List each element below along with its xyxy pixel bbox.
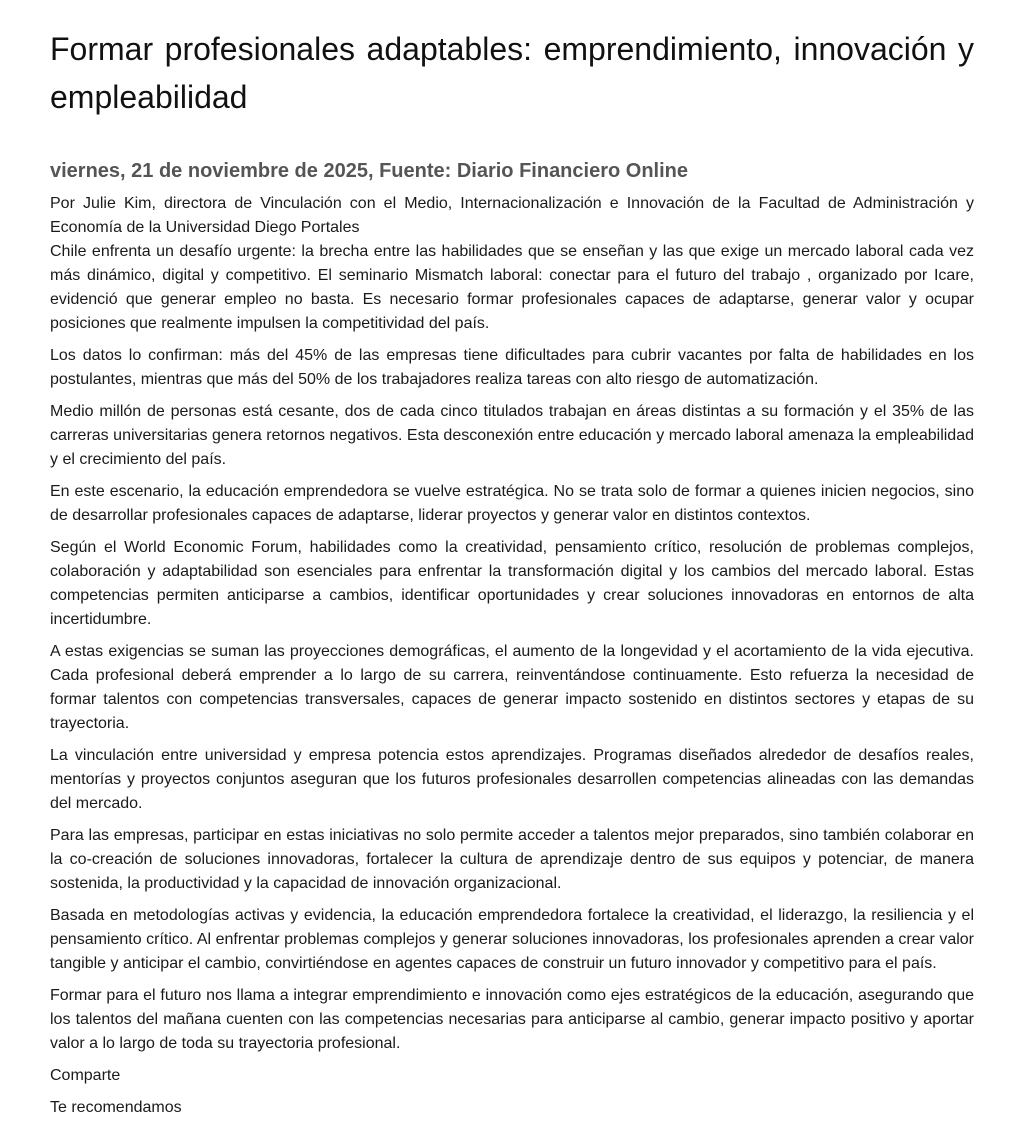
share-link[interactable]: Comparte — [50, 1067, 121, 1084]
article-paragraph: La vinculación entre universidad y empresa potencia estos aprendizajes. Programas diseñados alrededor de desafíos reales, mentorías y proyectos conjuntos aseguran que los futuros profesionales desarrollen competencias alineadas con las demandas del mercado. — [50, 747, 974, 812]
article-title: Formar profesionales adaptables: emprendimiento, innovación y empleabilidad — [50, 31, 974, 115]
article-paragraph: A estas exigencias se suman las proyecciones demográficas, el aumento de la longevidad y el acortamiento de la vida ejecutiva. Cada profesional deberá emprender a lo largo de su carrera, reinventándose continuamente. Esto refuerza la necesidad de formar talentos con competencias transversales, capaces de generar impacto sostenido en distintos sectores y etapas de su trayectoria. — [50, 643, 974, 732]
article-byline: Por Julie Kim, directora de Vinculación con el Medio, Internacionalización e Innovación de la Facultad de Administración y Economía de la Universidad Diego Portales — [50, 195, 974, 236]
article-paragraph: Los datos lo confirman: más del 45% de las empresas tiene dificultades para cubrir vacantes por falta de habilidades en los postulantes, mientras que más del 50% de los trabajadores realiza tareas con alto riesgo de automatización. — [50, 347, 974, 388]
recommended-heading: Te recomendamos — [50, 1099, 182, 1116]
article-paragraph: Basada en metodologías activas y evidencia, la educación emprendedora fortalece la creatividad, el liderazgo, la resiliencia y el pensamiento crítico. Al enfrentar problemas complejos y generar soluciones innovadoras, los profesionales aprenden a crear valor tangible y anticipar el cambio, convirtiéndose en agentes capaces de construir un futuro innovador y competitivo para el país. — [50, 907, 974, 972]
article-paragraph: Para las empresas, participar en estas iniciativas no solo permite acceder a talentos mejor preparados, sino también colaborar en la co-creación de soluciones innovadoras, fortalecer la cultura de aprendizaje dentro de sus equipos y potenciar, de manera sostenida, la productividad y la capacidad de innovación organizacional. — [50, 827, 974, 892]
article-paragraph: Según el World Economic Forum, habilidades como la creatividad, pensamiento crítico, resolución de problemas complejos, colaboración y adaptabilidad son esenciales para enfrentar la transformación digital y los cambios del mercado laboral. Estas competencias permiten anticiparse a cambios, identificar oportunidades y crear soluciones innovadoras en entornos de alta incertidumbre. — [50, 539, 974, 628]
article — [50, 0, 974, 1128]
article-body — [50, 240, 974, 1056]
article-paragraph: Formar para el futuro nos llama a integrar emprendimiento e innovación como ejes estratégicos de la educación, asegurando que los talentos del mañana cuenten con las competencias necesarias para anticiparse al cambio, generar impacto positivo y aportar valor a lo largo de toda su trayectoria profesional. — [50, 987, 974, 1052]
article-date-source: viernes, 21 de noviembre de 2025, Fuente: Diario Financiero Online — [50, 160, 688, 182]
article-paragraph: Chile enfrenta un desafío urgente: la brecha entre las habilidades que se enseñan y las que exige un mercado laboral cada vez más dinámico, digital y competitivo. El seminario Mismatch laboral: conectar para el futuro del trabajo , organizado por Icare, evidenció que generar empleo no basta. Es necesario formar profesionales capaces de adaptarse, generar valor y ocupar posiciones que realmente impulsen la competitividad del país. — [50, 243, 974, 332]
article-paragraph: Medio millón de personas está cesante, dos de cada cinco titulados trabajan en áreas distintas a su formación y el 35% de las carreras universitarias genera retornos negativos. Esta desconexión entre educación y mercado laboral amenaza la empleabilidad y el crecimiento del país. — [50, 403, 974, 468]
article-paragraph: En este escenario, la educación emprendedora se vuelve estratégica. No se trata solo de formar a quienes inicien negocios, sino de desarrollar profesionales capaces de adaptarse, liderar proyectos y generar valor en distintos contextos. — [50, 483, 974, 524]
